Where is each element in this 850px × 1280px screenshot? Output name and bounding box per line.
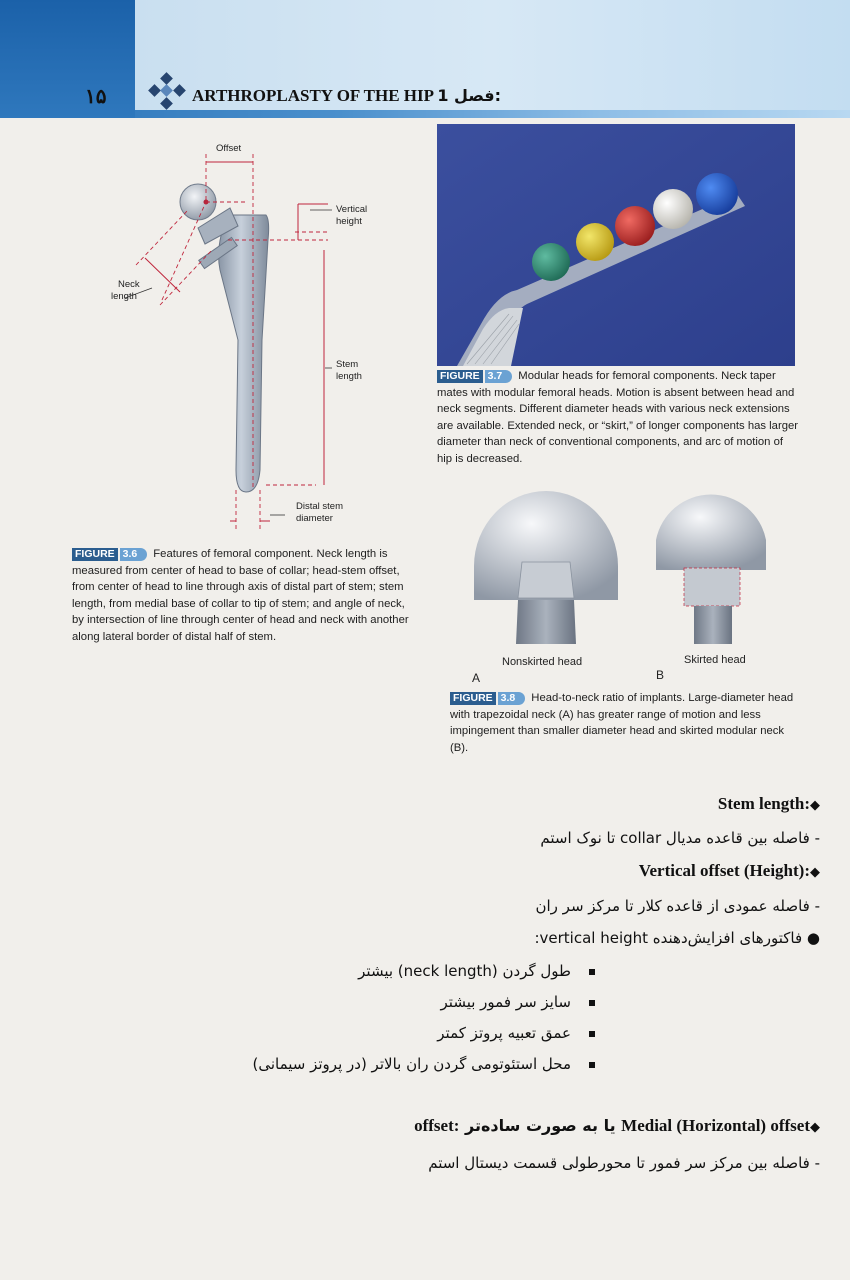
figure-3-7-caption-text: Modular heads for femoral components. Neck taper mates with modular femoral heads. Motion is absent between head and neck segments. Different diameter heads with various neck extensions are available. Extended neck, or “skirt,” of longer components has larger diameter than neck of conventional components, and arc of motion of hip is decreased. [437, 370, 799, 465]
square-bullet-icon [589, 1062, 595, 1068]
figure-3-8-caption-text: Head-to-neck ratio of implants. Large-diameter head with trapezoidal neck (A) has greater range of motion and less impingement than smaller diameter head and skirted modular neck (B). [450, 692, 794, 754]
offset-label: Offset [216, 143, 242, 154]
modular-heads-photo [437, 124, 795, 366]
medial-offset-heading: ◆Medial (Horizontal) offset یا به صورت ساده‌تر :offset [414, 1116, 820, 1135]
figure-number: 3.7 [485, 370, 513, 383]
diamond-bullet-icon: ◆ [810, 865, 820, 880]
header-left-strip [0, 0, 135, 118]
page-number: ۱۵ [85, 84, 107, 108]
figure-3-7-caption [437, 368, 801, 467]
square-bullet-icon [589, 969, 595, 975]
square-bullet-icon [589, 1031, 595, 1037]
square-bullet-icon [589, 1000, 595, 1006]
diamond-bullet-icon: ◆ [810, 798, 820, 813]
figure-3-6-caption [72, 546, 414, 645]
stem-length-heading: ◆:Stem length [717, 794, 820, 813]
figure-badge: FIGURE [437, 370, 483, 383]
vertical-height-label-2: height [336, 216, 362, 227]
chapter-title-en: ARTHROPLASTY OF THE HIP [192, 86, 434, 105]
chapter-title [192, 86, 501, 106]
distal-stem-label-1: Distal stem [296, 501, 343, 512]
vertical-offset-definition: - فاصله عمودی از قاعده کلار تا مرکز سر ران [535, 897, 820, 915]
figure-3-8-letter-a: A [472, 671, 481, 685]
figure-number: 3.8 [498, 692, 526, 705]
vertical-offset-heading: ◆:Vertical offset (Height) [638, 861, 820, 880]
figure-3-8-caption [450, 690, 800, 756]
skirted-head-label: Skirted head [684, 654, 746, 666]
diamond-bullet-icon: ◆ [810, 1120, 820, 1135]
figure-3-8-letter-b: B [656, 668, 665, 682]
list-item: سایز سر فمور بیشتر [252, 987, 595, 1018]
chapter-label: فصل 1: [437, 86, 501, 105]
dot-bullet-icon: ● [806, 929, 820, 947]
factors-list [252, 956, 595, 1080]
femoral-component-diagram [70, 140, 415, 540]
list-item: طول گردن (neck length) بیشتر [252, 956, 595, 987]
factors-line: ● فاکتورهای افزایش‌دهنده vertical height: [534, 929, 820, 947]
figure-badge: FIGURE [72, 548, 118, 561]
stem-length-definition: - فاصله بین قاعده مدیال collar تا نوک استم [540, 829, 820, 847]
distal-stem-label-2: diameter [296, 513, 333, 524]
list-item: محل استئوتومی گردن ران بالاتر (در پروتز سیمانی) [252, 1049, 595, 1080]
medial-offset-definition: - فاصله بین مرکز سر فمور تا محورطولی قسمت دیستال استم [428, 1154, 820, 1172]
figure-3-6-caption-text: Features of femoral component. Neck length is measured from center of head to base of collar; head-stem offset, from center of head to line through axis of distal part of stem; stem length, from medial base of collar to tip of stem; and angle of neck, by intersection of line through center of head and neck with another along lateral border of distal half of stem. [72, 548, 409, 643]
neck-length-label-1: Neck [118, 279, 140, 290]
stem-length-label-2: length [336, 371, 362, 382]
neck-length-label-2: length [111, 291, 137, 302]
figure-badge: FIGURE [450, 692, 496, 705]
vertical-height-label-1: Vertical [336, 204, 368, 215]
stem-length-label-1: Stem [336, 359, 359, 370]
nonskirted-head-label: Nonskirted head [502, 656, 583, 668]
diamond-ornament-icon [148, 72, 186, 110]
list-item: عمق تعبیه پروتز کمتر [252, 1018, 595, 1049]
figure-number: 3.6 [120, 548, 148, 561]
